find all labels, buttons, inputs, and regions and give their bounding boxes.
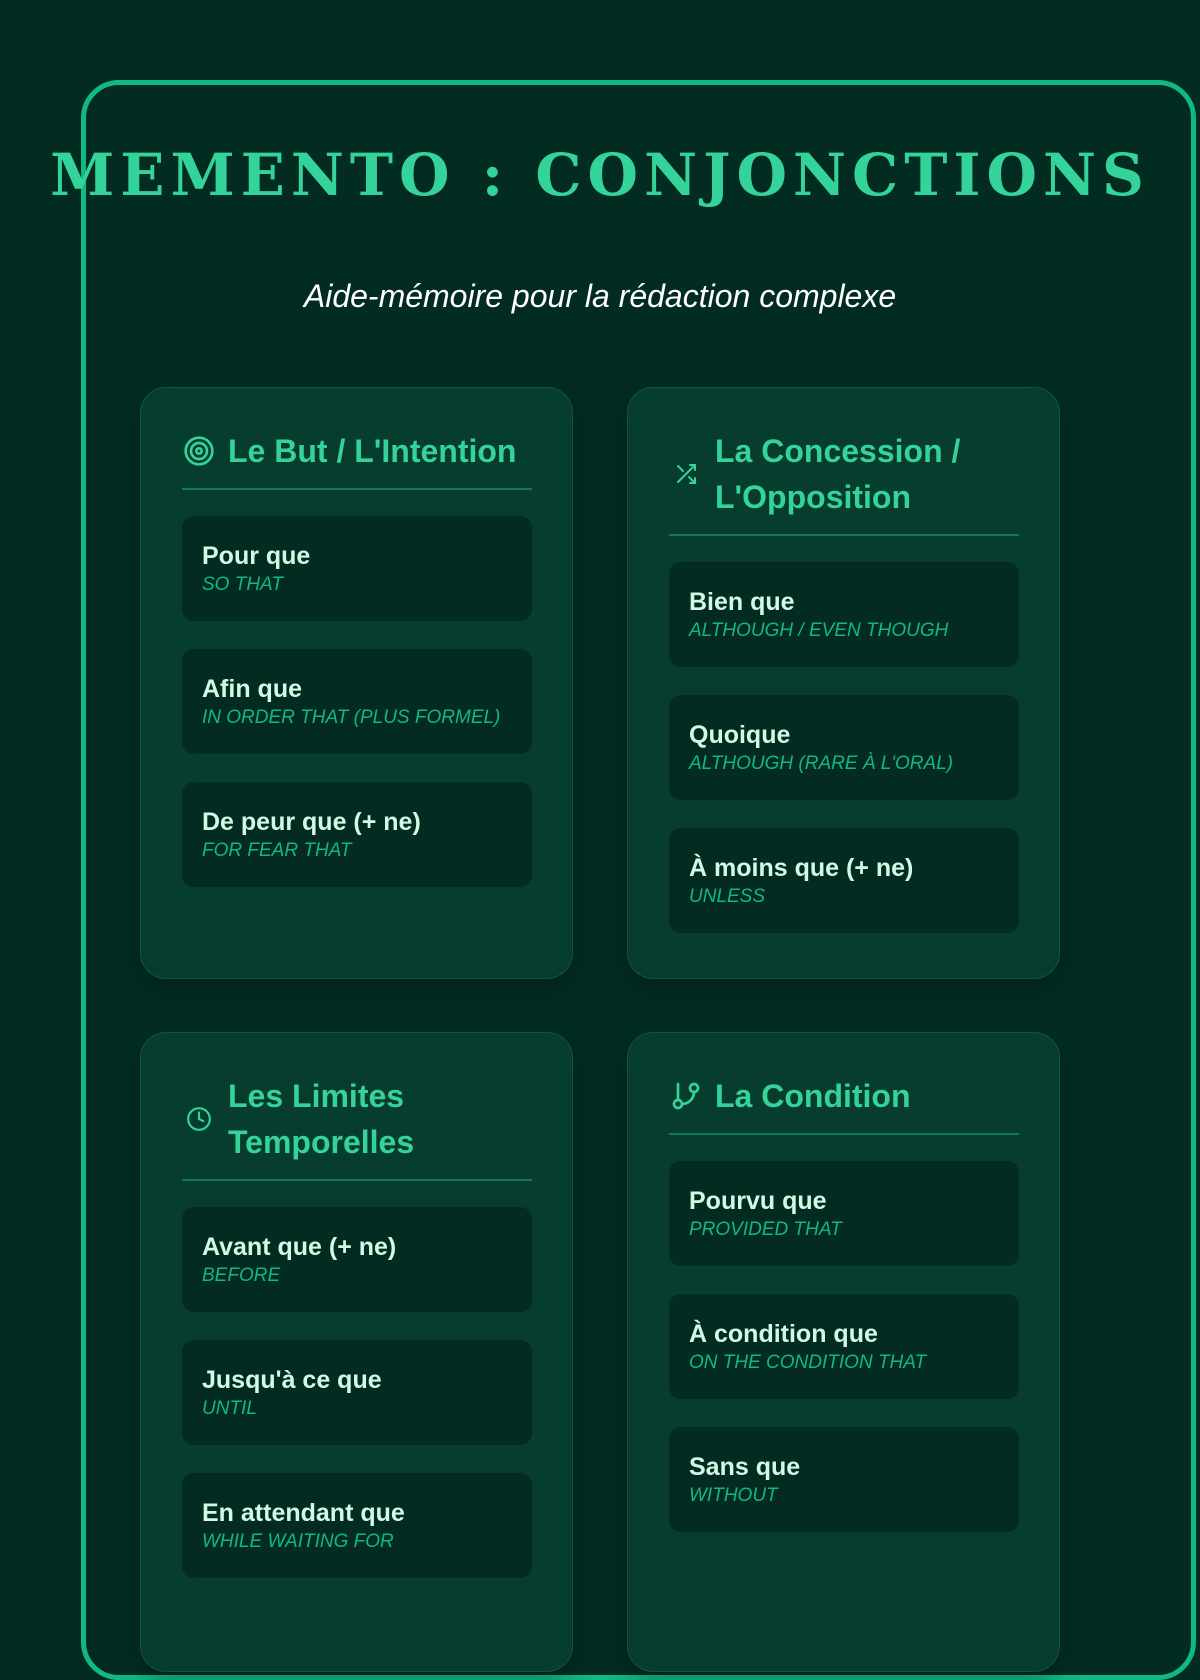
card-header (182, 428, 532, 490)
list-item (182, 1340, 532, 1445)
card-condition (627, 1032, 1060, 1672)
translation-en: IN ORDER THAT (PLUS FORMEL) (202, 707, 501, 728)
card-header (182, 1073, 532, 1181)
translation-en: ALTHOUGH (RARE À L'ORAL) (689, 753, 954, 774)
translation-en: FOR FEAR THAT (202, 840, 352, 861)
list-item (182, 782, 532, 887)
shuffle-icon (669, 457, 703, 491)
list-item (182, 1473, 532, 1578)
conjunction-fr: En attendant que (202, 1499, 405, 1527)
card-but (140, 387, 573, 979)
translation-en: WHILE WAITING FOR (202, 1531, 394, 1552)
clock-icon (182, 1102, 216, 1136)
list-item (669, 1161, 1019, 1266)
list-item (669, 828, 1019, 933)
conjunction-fr: De peur que (+ ne) (202, 808, 421, 836)
translation-en: SO THAT (202, 574, 283, 595)
translation-en: ALTHOUGH / EVEN THOUGH (689, 620, 949, 641)
list-item (669, 1294, 1019, 1399)
card-title: La Concession / L'Opposition (715, 433, 961, 515)
card-concession (627, 387, 1060, 979)
page-title: MEMENTO : CONJONCTIONS (50, 141, 1150, 209)
translation-en: UNTIL (202, 1398, 257, 1419)
conjunction-fr: Bien que (689, 588, 795, 616)
page-subtitle: Aide-mémoire pour la rédaction complexe (303, 278, 897, 314)
card-title: Les Limites Temporelles (228, 1078, 415, 1160)
list-item (182, 516, 532, 621)
conjunction-fr: Jusqu'à ce que (202, 1366, 382, 1394)
translation-en: PROVIDED THAT (689, 1219, 842, 1240)
git-branch-icon (669, 1079, 703, 1113)
conjunction-fr: Quoique (689, 721, 791, 749)
target-icon (182, 434, 216, 468)
card-limites-temporelles (140, 1032, 573, 1672)
card-header (669, 428, 1019, 536)
conjunction-fr: Pourvu que (689, 1187, 827, 1215)
translation-en: BEFORE (202, 1265, 281, 1286)
card-title: Le But / L'Intention (228, 433, 517, 469)
conjunction-fr: Pour que (202, 542, 311, 570)
conjunction-fr: Afin que (202, 675, 302, 703)
conjunction-fr: À condition que (689, 1320, 878, 1348)
translation-en: ON THE CONDITION THAT (689, 1352, 927, 1373)
list-item (669, 562, 1019, 667)
card-header (669, 1073, 1019, 1135)
card-title: La Condition (715, 1078, 911, 1114)
list-item (669, 1427, 1019, 1532)
list-item (669, 695, 1019, 800)
conjunction-fr: À moins que (+ ne) (689, 854, 914, 882)
conjunction-fr: Avant que (+ ne) (202, 1233, 397, 1261)
translation-en: UNLESS (689, 886, 766, 907)
conjunction-fr: Sans que (689, 1453, 801, 1481)
list-item (182, 1207, 532, 1312)
list-item (182, 649, 532, 754)
translation-en: WITHOUT (689, 1485, 778, 1506)
